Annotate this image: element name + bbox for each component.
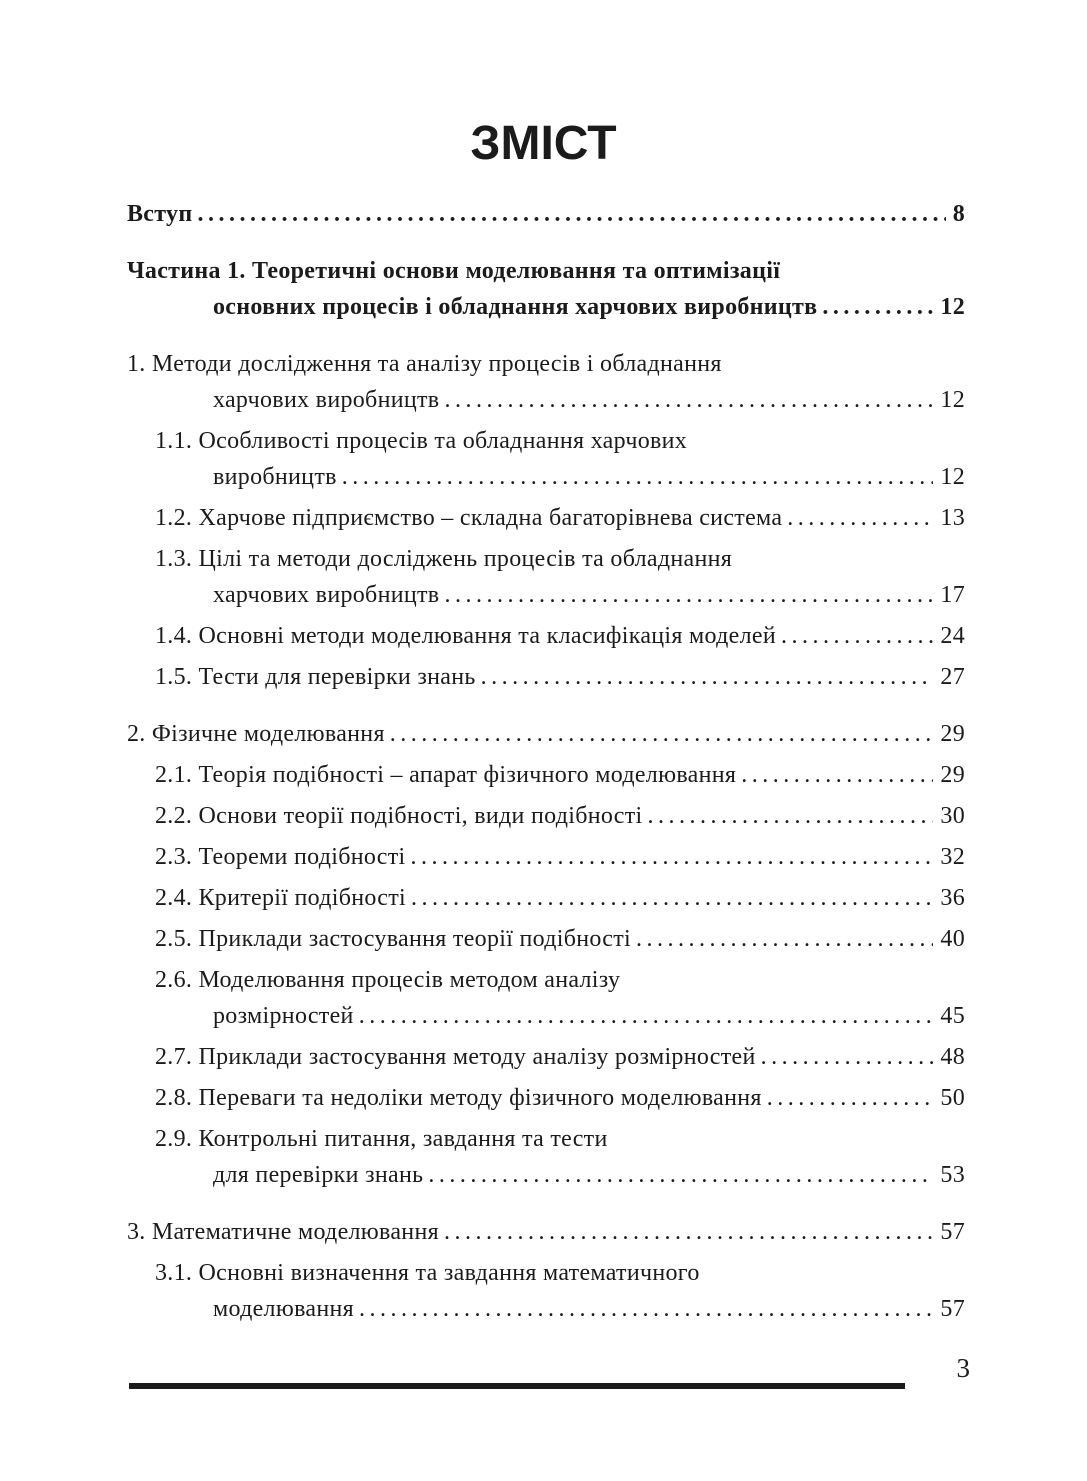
toc-entry-text: харчових виробництв [213,387,440,413]
page-number: 57 [940,1219,965,1245]
footer-page-number: 3 [956,1353,970,1383]
toc-entry-text: Вступ [127,201,193,227]
toc-entry-line [127,1157,965,1193]
toc-entry [127,880,965,916]
toc-entry [127,839,965,875]
dot-leader [428,1157,933,1193]
page-number: 57 [940,1296,965,1322]
toc-entry-text: основних процесів і обладнання харчових виробництв [213,294,818,320]
toc-entry-line [127,659,965,695]
dot-leader [767,1080,934,1116]
page-number: 50 [940,1085,965,1111]
toc-entry-text: моделювання [213,1296,354,1322]
dot-leader [390,716,934,752]
toc-entry [127,921,965,957]
page-number: 30 [940,803,965,829]
page-number: 27 [940,664,965,690]
toc-entry-line [127,1039,965,1075]
toc-entry-line [127,1121,965,1157]
toc-entry-line [127,839,965,875]
toc-entry [127,618,965,654]
dot-leader [781,618,933,654]
toc-entry-text: 1.5. Тести для перевірки знань [155,664,476,690]
toc-entry [127,1039,965,1075]
toc-entry-text: 2.8. Переваги та недоліки методу фізичного моделювання [155,1085,762,1111]
toc-entry-line [127,577,965,613]
page-number: 53 [940,1162,965,1188]
toc-entry-line [127,541,965,577]
toc-entry-line [127,459,965,495]
toc-entry-line [127,921,965,957]
page-number: 24 [940,623,965,649]
toc-entry-line [127,798,965,834]
dot-leader [342,459,934,495]
toc-entry [127,716,965,752]
page-number: 40 [940,926,965,952]
page-number: 48 [940,1044,965,1070]
toc-entry-line [127,500,965,536]
toc-entry [127,423,965,495]
toc-entry [127,1080,965,1116]
toc-entry-line [127,998,965,1034]
dot-leader [410,839,933,875]
toc-entry-text: 2.5. Приклади застосування теорії подібності [155,926,631,952]
dot-leader [444,382,933,418]
page-number: 12 [940,294,965,320]
toc-entry [127,541,965,613]
toc-entry-text: 2.3. Теореми подібності [155,844,406,870]
toc-entry [127,798,965,834]
page-number: 29 [940,762,965,788]
dot-leader [444,577,933,613]
toc-entry-text: 2.7. Приклади застосування методу аналізу розмірностей [155,1044,756,1070]
toc-entry-text: 2.1. Теорія подібності – апарат фізичного моделювання [155,762,737,788]
toc-entry-line [127,1255,965,1291]
toc-entry-text: 1.4. Основні методи моделювання та класифікація моделей [155,623,776,649]
toc-entry-line [127,382,965,418]
page-number: 12 [940,464,965,490]
page-number: 32 [940,844,965,870]
toc-entry [127,500,965,536]
toc-entry-line [127,1214,965,1250]
toc-entry-text: Частина 1. Теоретичні основи моделювання та оптимізації [127,258,781,284]
toc-entry-line [127,196,965,232]
toc-entry-text: розмірностей [213,1003,354,1029]
dot-leader [359,1291,933,1327]
toc-entry-text: 2. Фізичне моделювання [127,721,385,747]
toc-entry-line [127,253,965,289]
toc-entry-text: 2.4. Критерії подібності [155,885,407,911]
toc-entry-text: для перевірки знань [213,1162,424,1188]
toc-entry [127,962,965,1034]
toc-entry [127,196,965,232]
toc-entry-line [127,716,965,752]
dot-leader [481,659,934,695]
page-number: 36 [940,885,965,911]
toc-entry [127,253,965,325]
toc-entry-line [127,289,965,325]
toc-entry-line [127,1291,965,1327]
toc-entry [127,1121,965,1193]
toc-entry-line [127,757,965,793]
toc-entry-line [127,962,965,998]
toc-entry [127,1214,965,1250]
toc-entry-line [127,346,965,382]
toc-entry-text: 2.2. Основи теорії подібності, види подібності [155,803,643,829]
page-number: 8 [952,201,965,227]
toc-entry-line [127,1080,965,1116]
toc-entry [127,346,965,418]
toc-entry-text: 2.6. Моделювання процесів методом аналізу [155,967,621,993]
page-number: 29 [940,721,965,747]
page-number: 45 [940,1003,965,1029]
toc-entry-text: 3.1. Основні визначення та завдання математичного [155,1260,700,1286]
dot-leader [648,798,934,834]
page-number: 12 [940,387,965,413]
toc-entry [127,1255,965,1327]
toc-entry-text: 1.2. Харчове підприємство – складна багаторівнева система [155,505,783,531]
toc-entry-text: 3. Математичне моделювання [127,1219,439,1245]
dot-leader [741,757,933,793]
toc-entry [127,757,965,793]
dot-leader [197,196,945,232]
dot-leader [444,1214,933,1250]
toc-entry [127,659,965,695]
footer-rule [129,1383,905,1389]
toc-entry-text: виробництв [213,464,337,490]
dot-leader [636,921,933,957]
toc-entry-text: 1. Методи дослідження та аналізу процесів і обладнання [127,351,722,377]
page-number: 17 [940,582,965,608]
dot-leader [761,1039,934,1075]
page-number: 13 [940,505,965,531]
toc-entry-text: 1.3. Цілі та методи досліджень процесів та обладнання [155,546,733,572]
dot-leader [822,289,933,325]
page-title: ЗМІСТ [470,117,617,170]
toc-entry-text: 2.9. Контрольні питання, завдання та тести [155,1126,608,1152]
dot-leader [787,500,933,536]
dot-leader [411,880,933,916]
toc-entry-line [127,880,965,916]
table-of-contents [127,196,965,1327]
toc-entry-line [127,423,965,459]
toc-entry-line [127,618,965,654]
toc-entry-text: 1.1. Особливості процесів та обладнання харчових [155,428,688,454]
dot-leader [359,998,934,1034]
toc-entry-text: харчових виробництв [213,582,440,608]
